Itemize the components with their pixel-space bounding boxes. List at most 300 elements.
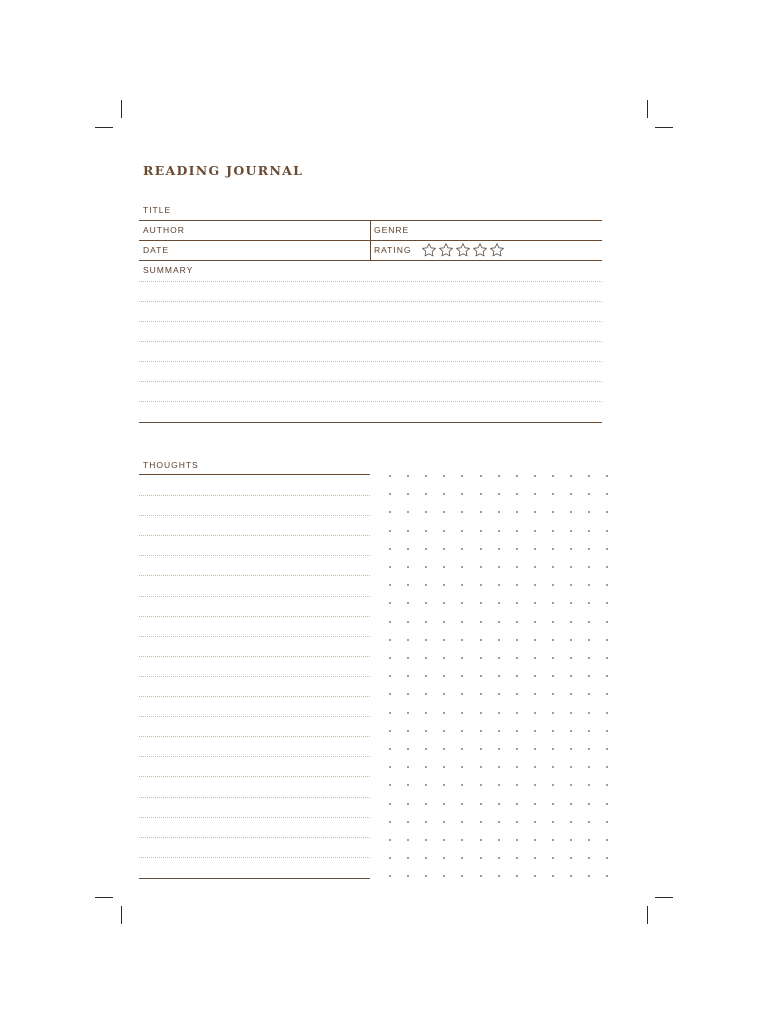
grid-dot <box>407 766 409 768</box>
grid-dot <box>498 821 500 823</box>
grid-dot <box>570 748 572 750</box>
grid-dot <box>552 766 554 768</box>
grid-dot <box>425 857 427 859</box>
grid-dot <box>552 566 554 568</box>
thoughts-writing-line[interactable] <box>139 776 370 777</box>
grid-dot <box>516 530 518 532</box>
grid-dot <box>461 821 463 823</box>
grid-dot <box>498 475 500 477</box>
grid-dot <box>534 548 536 550</box>
grid-dot <box>425 639 427 641</box>
grid-dot <box>480 784 482 786</box>
grid-dot <box>480 693 482 695</box>
grid-dot <box>461 766 463 768</box>
date-rating-field-line[interactable] <box>139 260 602 261</box>
grid-dot <box>552 584 554 586</box>
grid-dot <box>552 602 554 604</box>
grid-dot <box>461 784 463 786</box>
thoughts-writing-line[interactable] <box>139 555 370 556</box>
thoughts-writing-line[interactable] <box>139 636 370 637</box>
grid-dot <box>461 475 463 477</box>
thoughts-writing-line[interactable] <box>139 676 370 677</box>
grid-dot <box>389 657 391 659</box>
grid-dot <box>389 475 391 477</box>
grid-dot <box>570 530 572 532</box>
grid-dot <box>480 730 482 732</box>
crop-mark-top-left-horizontal <box>95 127 113 128</box>
grid-dot <box>480 766 482 768</box>
grid-dot <box>552 784 554 786</box>
grid-dot <box>461 621 463 623</box>
grid-dot <box>407 784 409 786</box>
grid-dot <box>570 693 572 695</box>
grid-dot <box>498 803 500 805</box>
grid-dot <box>443 511 445 513</box>
grid-dot <box>552 511 554 513</box>
grid-dot <box>570 821 572 823</box>
grid-dot <box>516 584 518 586</box>
grid-dot <box>606 511 608 513</box>
thoughts-top-line <box>139 474 370 475</box>
grid-dot <box>570 675 572 677</box>
grid-dot <box>425 584 427 586</box>
grid-dot <box>407 748 409 750</box>
grid-dot <box>588 784 590 786</box>
crop-mark-bottom-right-vertical <box>647 906 648 924</box>
grid-dot <box>498 712 500 714</box>
grid-dot <box>407 639 409 641</box>
grid-dot <box>461 712 463 714</box>
grid-dot <box>443 875 445 877</box>
grid-dot <box>552 639 554 641</box>
grid-dot <box>552 730 554 732</box>
grid-dot <box>461 530 463 532</box>
grid-dot <box>570 621 572 623</box>
grid-dot <box>425 530 427 532</box>
grid-dot <box>606 821 608 823</box>
thoughts-writing-line[interactable] <box>139 616 370 617</box>
grid-dot <box>534 821 536 823</box>
grid-dot <box>516 803 518 805</box>
grid-dot <box>461 511 463 513</box>
grid-dot <box>389 511 391 513</box>
grid-dot <box>534 621 536 623</box>
thoughts-writing-line[interactable] <box>139 535 370 536</box>
grid-dot <box>389 566 391 568</box>
grid-dot <box>552 675 554 677</box>
grid-dot <box>552 548 554 550</box>
grid-dot <box>552 748 554 750</box>
grid-dot <box>407 712 409 714</box>
grid-dot <box>480 475 482 477</box>
grid-dot <box>461 730 463 732</box>
thoughts-writing-line[interactable] <box>139 716 370 717</box>
grid-dot <box>588 621 590 623</box>
grid-dot <box>588 857 590 859</box>
grid-dot <box>480 875 482 877</box>
grid-dot <box>480 657 482 659</box>
grid-dot <box>516 693 518 695</box>
summary-writing-line[interactable] <box>139 321 602 322</box>
thoughts-writing-line[interactable] <box>139 797 370 798</box>
grid-dot <box>498 766 500 768</box>
grid-dot <box>443 675 445 677</box>
grid-dot <box>606 839 608 841</box>
grid-dot <box>606 730 608 732</box>
page-title: READING JOURNAL <box>143 163 304 178</box>
grid-dot <box>425 657 427 659</box>
grid-dot <box>407 657 409 659</box>
grid-dot <box>389 748 391 750</box>
grid-dot <box>552 621 554 623</box>
grid-dot <box>443 839 445 841</box>
grid-dot <box>516 712 518 714</box>
thoughts-writing-line[interactable] <box>139 495 370 496</box>
grid-dot <box>516 821 518 823</box>
grid-dot <box>606 803 608 805</box>
summary-writing-line[interactable] <box>139 341 602 342</box>
grid-dot <box>498 748 500 750</box>
grid-dot <box>516 493 518 495</box>
grid-dot <box>588 584 590 586</box>
grid-dot <box>570 511 572 513</box>
summary-writing-line[interactable] <box>139 281 602 282</box>
grid-dot <box>425 602 427 604</box>
grid-dot <box>606 566 608 568</box>
grid-dot <box>498 493 500 495</box>
grid-dot <box>425 566 427 568</box>
grid-dot <box>516 857 518 859</box>
grid-dot <box>443 803 445 805</box>
grid-dot <box>480 621 482 623</box>
grid-dot <box>570 584 572 586</box>
grid-dot <box>443 566 445 568</box>
grid-dot <box>407 803 409 805</box>
grid-dot <box>552 875 554 877</box>
grid-dot <box>588 602 590 604</box>
dot-grid[interactable] <box>389 475 609 885</box>
grid-dot <box>389 693 391 695</box>
grid-dot <box>552 839 554 841</box>
grid-dot <box>552 803 554 805</box>
grid-dot <box>461 803 463 805</box>
grid-dot <box>606 475 608 477</box>
grid-dot <box>425 875 427 877</box>
thoughts-writing-line[interactable] <box>139 515 370 516</box>
grid-dot <box>606 766 608 768</box>
grid-dot <box>588 475 590 477</box>
thoughts-label: THOUGHTS <box>143 460 199 470</box>
grid-dot <box>516 602 518 604</box>
grid-dot <box>389 730 391 732</box>
grid-dot <box>570 839 572 841</box>
grid-dot <box>606 712 608 714</box>
grid-dot <box>552 530 554 532</box>
summary-writing-line[interactable] <box>139 301 602 302</box>
grid-dot <box>480 493 482 495</box>
grid-dot <box>461 639 463 641</box>
grid-dot <box>443 657 445 659</box>
date-label: DATE <box>143 245 170 255</box>
grid-dot <box>425 693 427 695</box>
grid-dot <box>534 657 536 659</box>
thoughts-writing-line[interactable] <box>139 817 370 818</box>
grid-dot <box>588 566 590 568</box>
grid-dot <box>534 748 536 750</box>
grid-dot <box>443 766 445 768</box>
grid-dot <box>461 839 463 841</box>
grid-dot <box>588 657 590 659</box>
grid-dot <box>407 693 409 695</box>
grid-dot <box>552 821 554 823</box>
grid-dot <box>480 675 482 677</box>
star-outline-icon[interactable] <box>472 242 488 258</box>
grid-dot <box>498 602 500 604</box>
grid-dot <box>443 530 445 532</box>
grid-dot <box>480 602 482 604</box>
summary-writing-line[interactable] <box>139 381 602 382</box>
summary-bottom-line <box>139 422 602 423</box>
grid-dot <box>407 511 409 513</box>
grid-dot <box>443 639 445 641</box>
grid-dot <box>480 803 482 805</box>
grid-dot <box>425 730 427 732</box>
thoughts-writing-line[interactable] <box>139 696 370 697</box>
grid-dot <box>516 566 518 568</box>
crop-mark-top-right-vertical <box>647 100 648 118</box>
grid-dot <box>498 566 500 568</box>
grid-dot <box>443 857 445 859</box>
grid-dot <box>552 693 554 695</box>
grid-dot <box>407 493 409 495</box>
grid-dot <box>570 730 572 732</box>
grid-dot <box>606 857 608 859</box>
rating-stars[interactable] <box>421 242 505 258</box>
grid-dot <box>534 675 536 677</box>
grid-dot <box>552 475 554 477</box>
author-genre-field-line[interactable] <box>139 240 602 241</box>
grid-dot <box>606 875 608 877</box>
grid-dot <box>443 784 445 786</box>
grid-dot <box>588 712 590 714</box>
grid-dot <box>534 693 536 695</box>
thoughts-writing-line[interactable] <box>139 837 370 838</box>
grid-dot <box>425 748 427 750</box>
grid-dot <box>516 748 518 750</box>
grid-dot <box>570 475 572 477</box>
grid-dot <box>606 621 608 623</box>
grid-dot <box>461 657 463 659</box>
grid-dot <box>389 839 391 841</box>
thoughts-writing-line[interactable] <box>139 575 370 576</box>
grid-dot <box>389 548 391 550</box>
grid-dot <box>498 875 500 877</box>
grid-dot <box>588 839 590 841</box>
grid-dot <box>534 712 536 714</box>
crop-mark-bottom-left-vertical <box>121 906 122 924</box>
grid-dot <box>588 748 590 750</box>
grid-dot <box>425 675 427 677</box>
grid-dot <box>588 639 590 641</box>
star-outline-icon[interactable] <box>421 242 437 258</box>
grid-dot <box>516 511 518 513</box>
grid-dot <box>407 675 409 677</box>
grid-dot <box>498 675 500 677</box>
grid-dot <box>407 602 409 604</box>
grid-dot <box>443 748 445 750</box>
grid-dot <box>570 857 572 859</box>
grid-dot <box>606 675 608 677</box>
grid-dot <box>570 548 572 550</box>
star-outline-icon[interactable] <box>489 242 505 258</box>
grid-dot <box>552 857 554 859</box>
grid-dot <box>443 493 445 495</box>
grid-dot <box>461 857 463 859</box>
rating-label: RATING <box>374 245 412 255</box>
grid-dot <box>389 803 391 805</box>
grid-dot <box>570 639 572 641</box>
grid-dot <box>516 675 518 677</box>
grid-dot <box>516 657 518 659</box>
grid-dot <box>588 821 590 823</box>
grid-dot <box>570 875 572 877</box>
grid-dot <box>443 475 445 477</box>
thoughts-writing-line[interactable] <box>139 656 370 657</box>
grid-dot <box>425 621 427 623</box>
thoughts-writing-line[interactable] <box>139 756 370 757</box>
genre-label: GENRE <box>374 225 410 235</box>
grid-dot <box>461 566 463 568</box>
author-label: AUTHOR <box>143 225 185 235</box>
grid-dot <box>534 475 536 477</box>
grid-dot <box>461 675 463 677</box>
grid-dot <box>407 875 409 877</box>
grid-dot <box>534 566 536 568</box>
grid-dot <box>389 639 391 641</box>
grid-dot <box>389 712 391 714</box>
grid-dot <box>534 766 536 768</box>
grid-dot <box>534 839 536 841</box>
grid-dot <box>588 548 590 550</box>
grid-dot <box>389 766 391 768</box>
grid-dot <box>480 748 482 750</box>
grid-dot <box>498 839 500 841</box>
grid-dot <box>389 602 391 604</box>
grid-dot <box>407 821 409 823</box>
thoughts-writing-line[interactable] <box>139 596 370 597</box>
grid-dot <box>461 584 463 586</box>
grid-dot <box>443 730 445 732</box>
grid-dot <box>552 712 554 714</box>
grid-dot <box>606 548 608 550</box>
star-outline-icon[interactable] <box>438 242 454 258</box>
crop-mark-top-left-vertical <box>121 100 122 118</box>
grid-dot <box>588 766 590 768</box>
crop-mark-bottom-right-horizontal <box>655 897 673 898</box>
grid-dot <box>498 584 500 586</box>
grid-dot <box>461 602 463 604</box>
grid-dot <box>425 784 427 786</box>
summary-writing-line[interactable] <box>139 361 602 362</box>
grid-dot <box>552 493 554 495</box>
grid-dot <box>480 511 482 513</box>
grid-dot <box>588 803 590 805</box>
grid-dot <box>606 693 608 695</box>
star-outline-icon[interactable] <box>455 242 471 258</box>
grid-dot <box>498 857 500 859</box>
summary-label: SUMMARY <box>143 265 194 275</box>
grid-dot <box>516 475 518 477</box>
grid-dot <box>443 548 445 550</box>
grid-dot <box>534 493 536 495</box>
grid-dot <box>516 766 518 768</box>
grid-dot <box>606 657 608 659</box>
grid-dot <box>407 730 409 732</box>
grid-dot <box>389 621 391 623</box>
grid-dot <box>498 784 500 786</box>
grid-dot <box>534 584 536 586</box>
grid-dot <box>407 621 409 623</box>
grid-dot <box>570 712 572 714</box>
grid-dot <box>443 584 445 586</box>
grid-dot <box>389 875 391 877</box>
grid-dot <box>534 784 536 786</box>
grid-dot <box>389 530 391 532</box>
summary-writing-line[interactable] <box>139 401 602 402</box>
grid-dot <box>498 730 500 732</box>
thoughts-writing-line[interactable] <box>139 736 370 737</box>
grid-dot <box>389 493 391 495</box>
crop-mark-top-right-horizontal <box>655 127 673 128</box>
grid-dot <box>480 839 482 841</box>
grid-dot <box>480 548 482 550</box>
grid-dot <box>480 530 482 532</box>
grid-dot <box>407 857 409 859</box>
grid-dot <box>461 493 463 495</box>
grid-dot <box>443 821 445 823</box>
grid-dot <box>425 766 427 768</box>
grid-dot <box>516 839 518 841</box>
grid-dot <box>480 857 482 859</box>
grid-dot <box>461 693 463 695</box>
grid-dot <box>588 511 590 513</box>
grid-dot <box>425 803 427 805</box>
grid-dot <box>606 639 608 641</box>
grid-dot <box>389 821 391 823</box>
grid-dot <box>443 621 445 623</box>
grid-dot <box>498 548 500 550</box>
grid-dot <box>389 675 391 677</box>
grid-dot <box>425 712 427 714</box>
title-label: TITLE <box>143 205 172 215</box>
grid-dot <box>407 584 409 586</box>
grid-dot <box>480 712 482 714</box>
thoughts-writing-line[interactable] <box>139 857 370 858</box>
grid-dot <box>534 857 536 859</box>
grid-dot <box>480 566 482 568</box>
grid-dot <box>425 821 427 823</box>
grid-dot <box>516 639 518 641</box>
grid-dot <box>606 530 608 532</box>
grid-dot <box>606 602 608 604</box>
grid-dot <box>498 639 500 641</box>
grid-dot <box>389 584 391 586</box>
grid-dot <box>534 511 536 513</box>
grid-dot <box>570 566 572 568</box>
grid-dot <box>588 730 590 732</box>
grid-dot <box>534 803 536 805</box>
grid-dot <box>516 875 518 877</box>
